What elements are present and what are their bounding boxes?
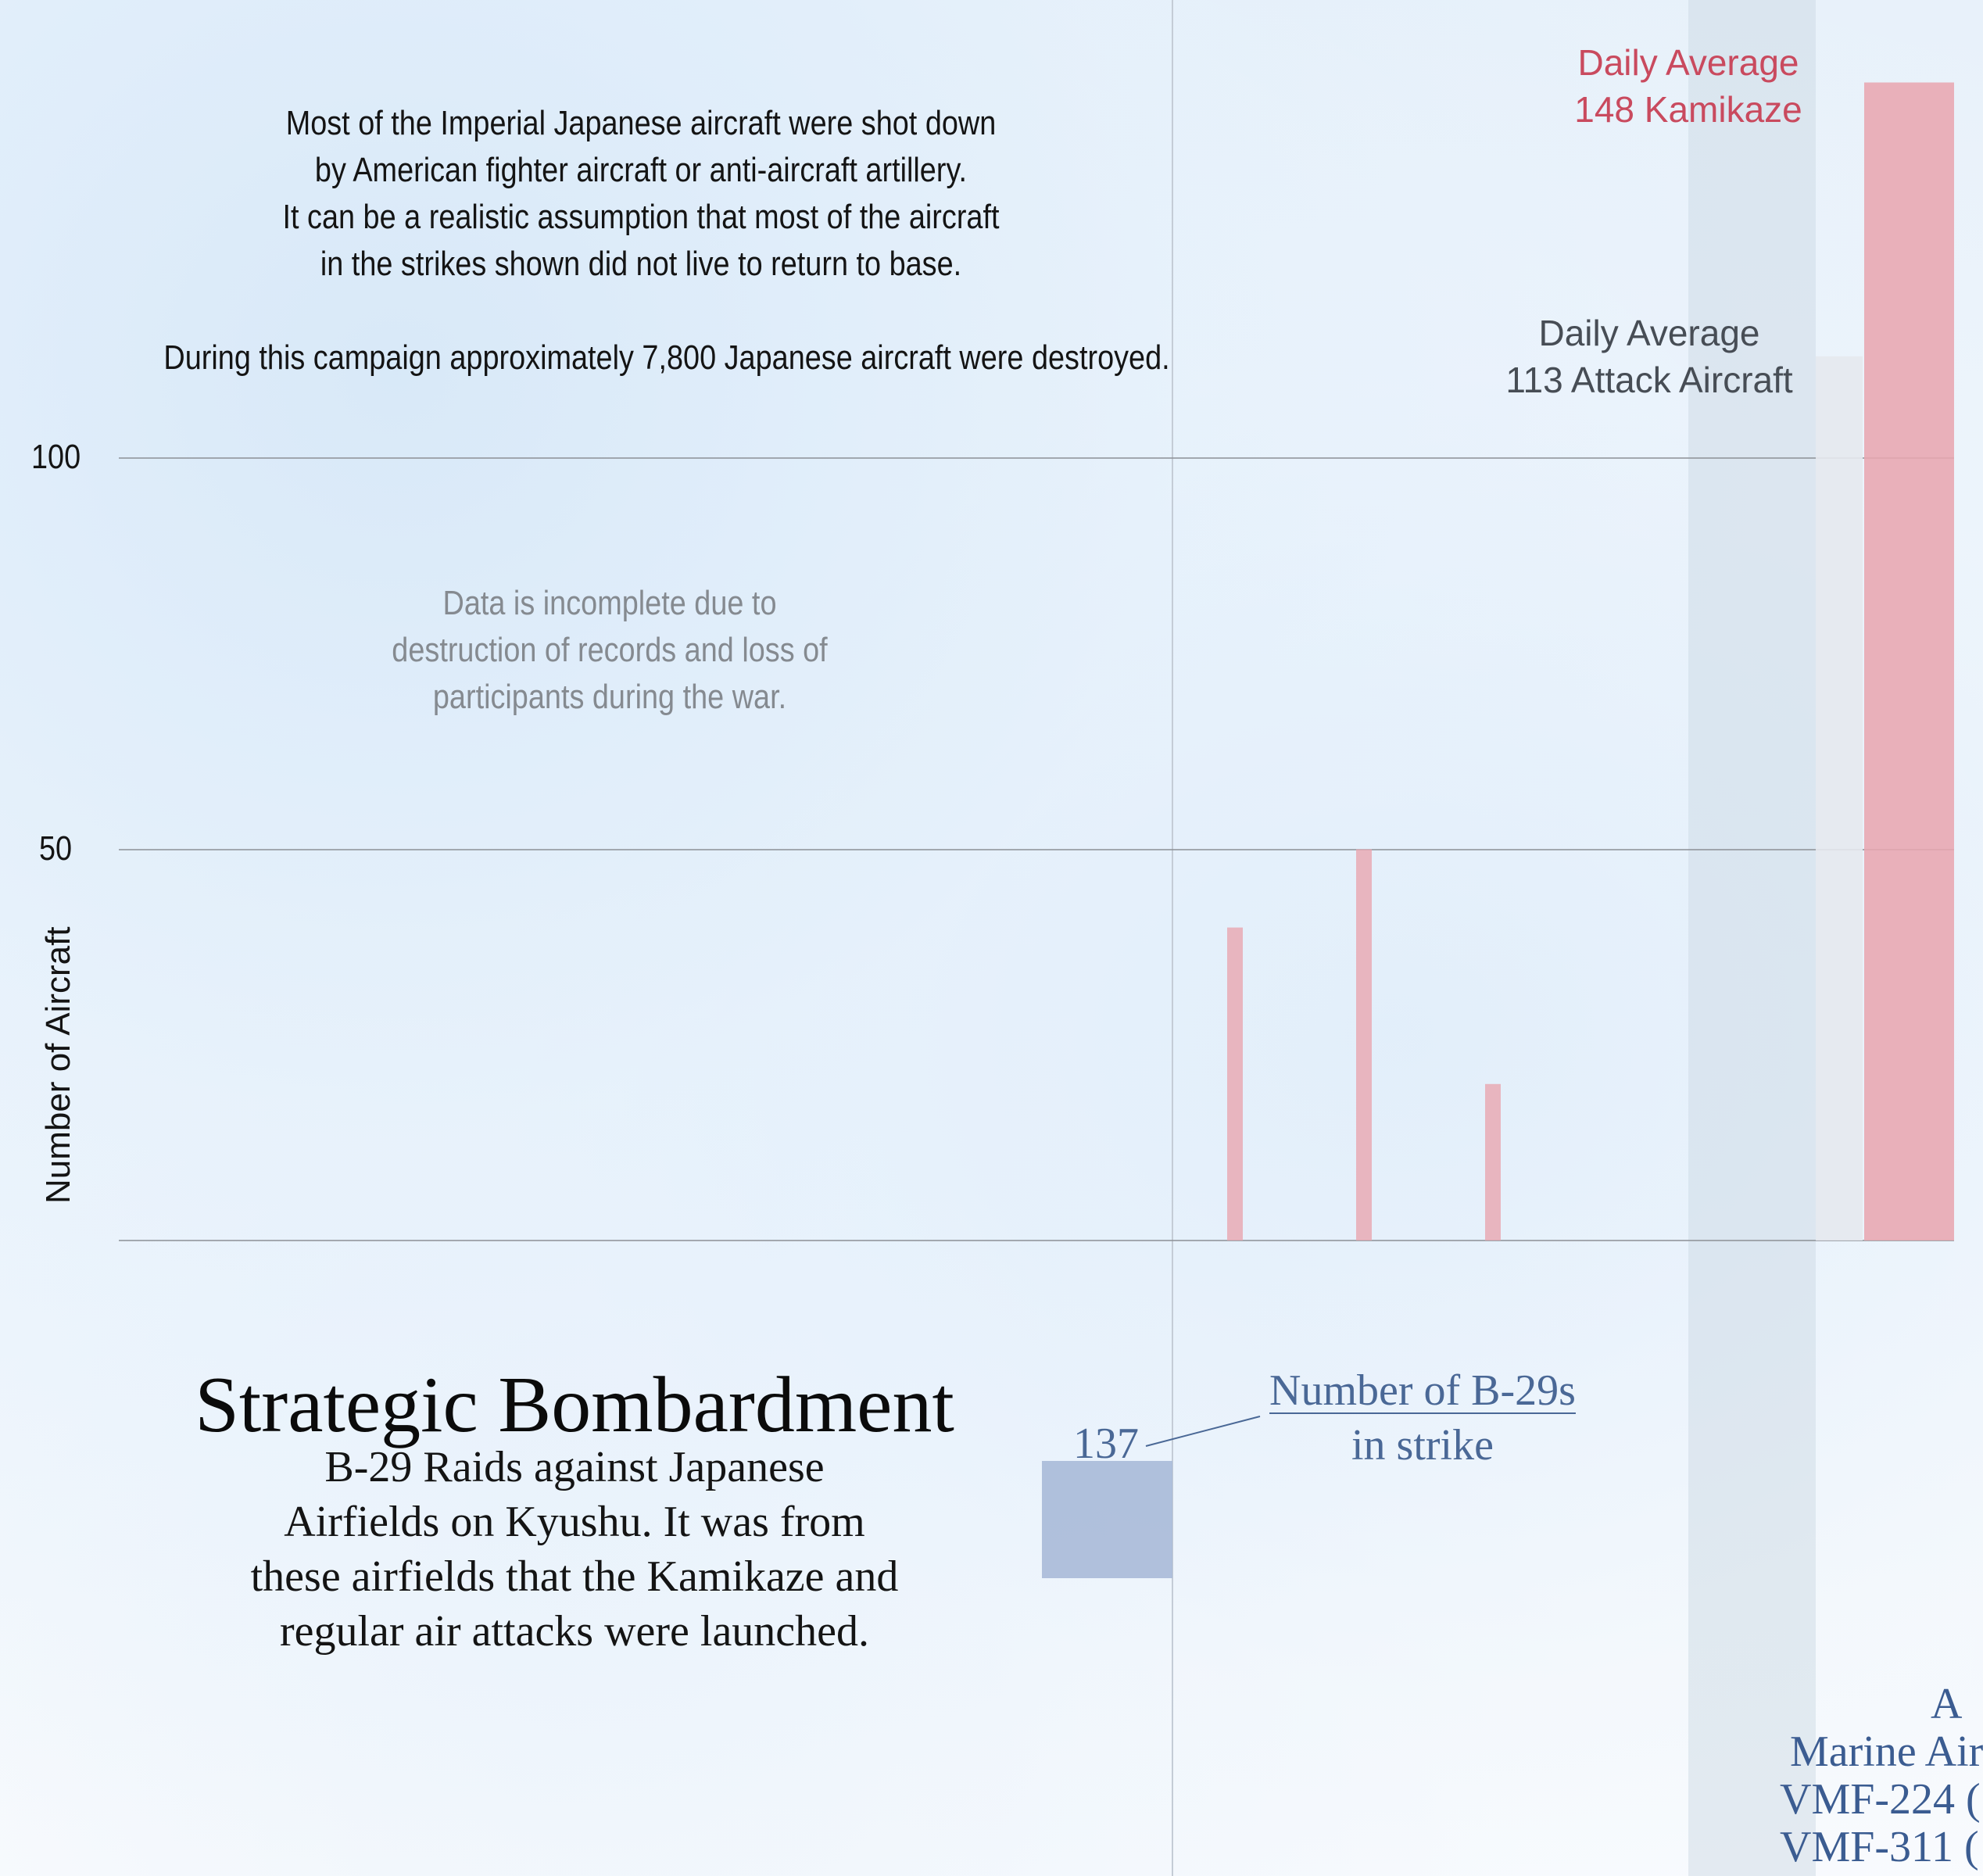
campaign-note-line: by American fighter aircraft or anti-aircraft artillery. [314, 151, 968, 189]
b29-label-line: in strike [1351, 1421, 1494, 1470]
kamikaze-average-line: 148 Kamikaze [1574, 89, 1802, 130]
incomplete-note-line: destruction of records and loss of [392, 631, 828, 669]
highlight-band [1688, 0, 1816, 1876]
marine-units-line: VMF-224 ( [1780, 1775, 1981, 1824]
incomplete-note-line: participants during the war. [432, 678, 787, 716]
campaign-note-line: It can be a realistic assumption that most of the aircraft [282, 198, 1000, 236]
attack-average-bar [1816, 356, 1863, 1241]
incomplete-note-line: Data is incomplete due to [442, 584, 777, 622]
kamikaze-average-line: Daily Average [1577, 42, 1799, 83]
y-tick-50: 50 [39, 829, 73, 868]
attack-average-label [1454, 310, 1845, 403]
description-line: regular air attacks were launched. [279, 1607, 870, 1656]
kamikaze-average-label [1532, 39, 1845, 133]
description-line: Airfields on Kyushu. It was from [284, 1498, 865, 1546]
kamikaze-bar [1485, 1084, 1501, 1241]
b29-value-label: 137 [1073, 1420, 1139, 1468]
bar-group [1227, 83, 1954, 1241]
campaign-note-line: During this campaign approximately 7,800 Japanese aircraft were destroyed. [163, 338, 1170, 377]
incomplete-data-note [374, 580, 845, 721]
description-line: these airfields that the Kamikaze and [250, 1552, 899, 1601]
strategic-bombardment-title: Strategic Bombardment [195, 1361, 954, 1449]
kamikaze-bar [1356, 850, 1372, 1241]
marine-units-line: Marine Air [1790, 1727, 1983, 1776]
marine-units-line: VMF-311 ( [1780, 1823, 1979, 1871]
marine-units-line: A [1931, 1680, 1963, 1728]
b29-label-line: Number of B-29s [1269, 1366, 1576, 1415]
y-axis-label: Number of Aircraft [39, 926, 77, 1204]
marine-air-units [1766, 1680, 1983, 1871]
campaign-note [163, 100, 1170, 381]
kamikaze-average-bar [1864, 83, 1954, 1241]
description-line: B-29 Raids against Japanese [324, 1443, 825, 1491]
strategic-bombardment-description [184, 1440, 965, 1659]
y-tick-100: 100 [31, 438, 81, 476]
b29-series-label [1219, 1363, 1626, 1473]
attack-average-line: Daily Average [1538, 313, 1760, 353]
campaign-note-line: Most of the Imperial Japanese aircraft were shot down [285, 104, 997, 142]
campaign-note-line: in the strikes shown did not live to return to base. [320, 245, 962, 283]
b29-bar [1042, 1461, 1172, 1578]
attack-average-line: 113 Attack Aircraft [1505, 360, 1793, 400]
kamikaze-bar [1227, 928, 1243, 1241]
